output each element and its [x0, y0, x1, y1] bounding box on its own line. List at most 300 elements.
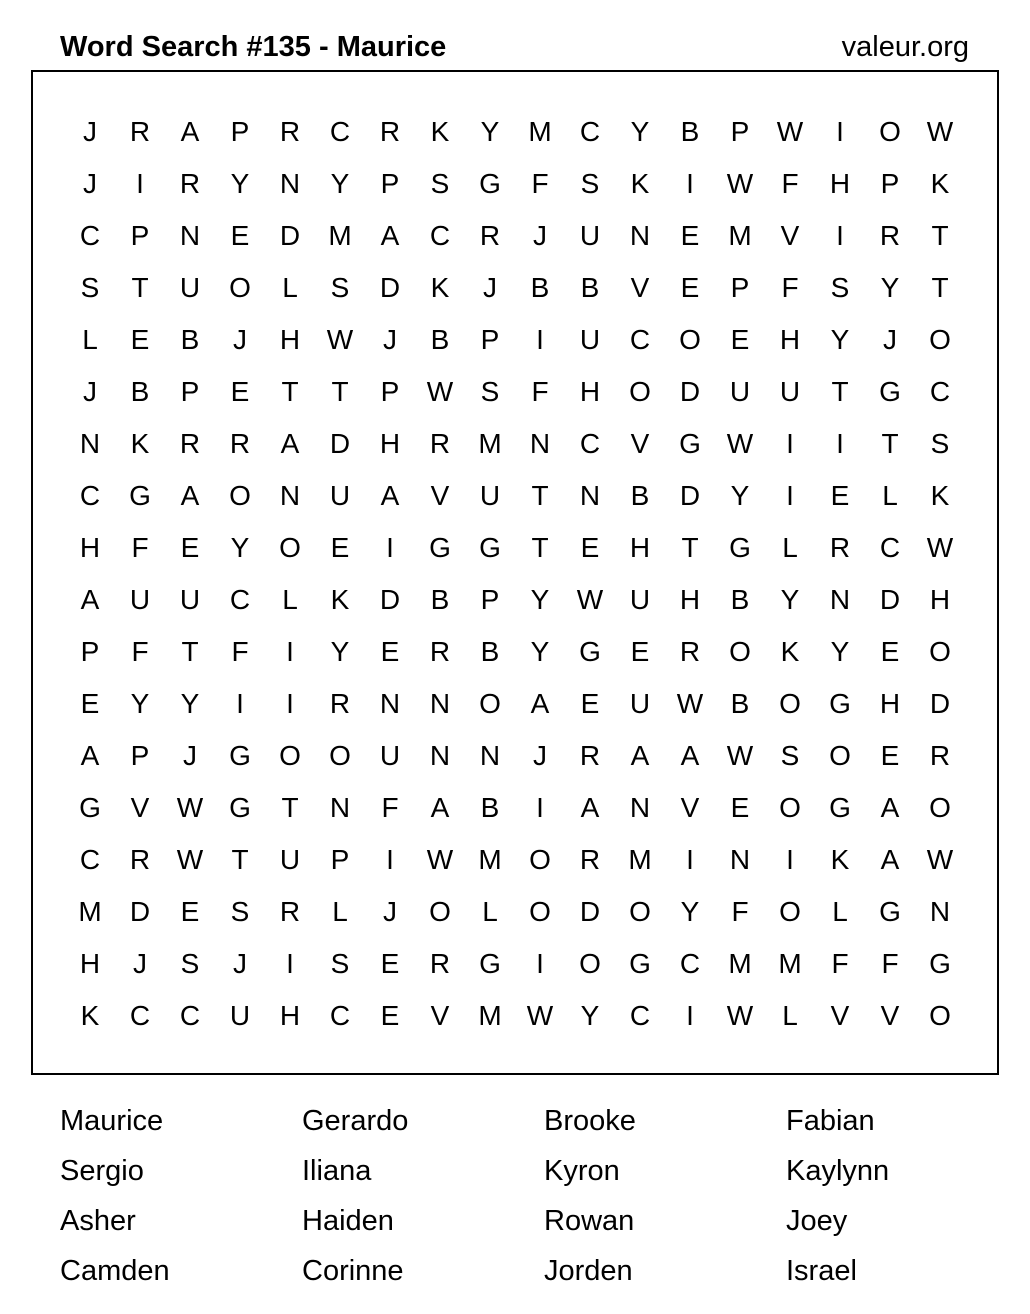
grid-cell: K [780, 636, 800, 667]
grid-cell: M [78, 896, 102, 927]
grid-cell: G [579, 636, 601, 667]
grid-cell: G [479, 948, 501, 979]
grid-cell: E [230, 220, 250, 251]
word-list-item: Brooke [544, 1105, 636, 1137]
grid-cell: A [180, 116, 200, 147]
grid-cell: R [279, 896, 301, 927]
grid-cell: S [780, 740, 800, 771]
grid-cell: D [129, 896, 151, 927]
grid-cell: L [282, 272, 298, 303]
grid-cell: L [782, 1000, 798, 1031]
grid-cell: O [879, 116, 901, 147]
grid-cell: J [883, 324, 897, 355]
grid-cell: K [430, 116, 450, 147]
grid-cell: H [629, 532, 651, 563]
grid-cell: S [330, 272, 350, 303]
grid-cell: V [430, 480, 450, 511]
grid-cell: U [729, 376, 751, 407]
grid-cell: E [730, 324, 750, 355]
grid-cell: B [430, 584, 450, 615]
word-list-item: Haiden [302, 1205, 394, 1237]
grid-cell: J [183, 740, 197, 771]
grid-cell: W [526, 1000, 554, 1031]
grid-cell: R [679, 636, 701, 667]
grid-cell: B [480, 792, 500, 823]
grid-cell: T [931, 272, 949, 303]
grid-cell: V [630, 272, 650, 303]
grid-cell: E [680, 272, 700, 303]
grid-cell: V [630, 428, 650, 459]
grid-cell: R [279, 116, 301, 147]
grid-cell: K [330, 584, 350, 615]
grid-cell: Y [530, 584, 550, 615]
grid-cell: E [230, 376, 250, 407]
word-list-item: Jorden [544, 1255, 633, 1287]
grid-cell: W [926, 844, 954, 875]
grid-cell: L [882, 480, 898, 511]
grid-cell: P [380, 168, 400, 199]
grid-cell: E [180, 896, 200, 927]
grid-cell: O [729, 636, 751, 667]
grid-cell: G [929, 948, 951, 979]
grid-cell: V [780, 220, 800, 251]
grid-cell: R [579, 844, 601, 875]
grid-cell: R [179, 428, 201, 459]
page-title: Word Search #135 - Maurice [60, 31, 447, 63]
grid-cell: W [426, 844, 454, 875]
grid-cell: D [929, 688, 951, 719]
grid-cell: E [730, 792, 750, 823]
grid-cell: U [579, 220, 601, 251]
grid-cell: I [836, 220, 844, 251]
grid-cell: I [786, 844, 794, 875]
word-list-item: Asher [60, 1205, 136, 1237]
grid-cell: T [281, 792, 299, 823]
grid-cell: U [129, 584, 151, 615]
grid-cell: J [483, 272, 497, 303]
grid-cell: C [79, 480, 101, 511]
grid-cell: W [726, 1000, 754, 1031]
grid-cell: G [479, 532, 501, 563]
grid-cell: Y [530, 636, 550, 667]
grid-cell: C [579, 116, 601, 147]
grid-cell: I [836, 116, 844, 147]
grid-cell: A [80, 740, 100, 771]
grid-cell: E [180, 532, 200, 563]
grid-cell: L [332, 896, 348, 927]
word-list-item: Israel [786, 1255, 857, 1287]
grid-cell: N [379, 688, 401, 719]
grid-cell: D [329, 428, 351, 459]
grid-cell: K [930, 168, 950, 199]
grid-cell: G [629, 948, 651, 979]
grid-cell: J [83, 116, 97, 147]
grid-cell: R [129, 844, 151, 875]
grid-cell: H [929, 584, 951, 615]
grid-cell: Y [830, 324, 850, 355]
grid-cell: U [579, 324, 601, 355]
grid-cell: H [879, 688, 901, 719]
grid-cell: O [779, 792, 801, 823]
grid-cell: C [129, 1000, 151, 1031]
grid-cell: H [829, 168, 851, 199]
grid-cell: S [930, 428, 950, 459]
grid-cell: M [778, 948, 802, 979]
grid-cell: F [781, 272, 799, 303]
grid-cell: Y [230, 532, 250, 563]
grid-cell: U [279, 844, 301, 875]
word-list-item: Iliana [302, 1155, 372, 1187]
site-label: valeur.org [841, 31, 969, 63]
grid-cell: T [931, 220, 949, 251]
grid-cell: M [728, 948, 752, 979]
grid-cell: B [730, 584, 750, 615]
grid-cell: O [779, 688, 801, 719]
grid-cell: M [528, 116, 552, 147]
grid-cell: K [430, 272, 450, 303]
grid-cell: F [131, 636, 149, 667]
grid-cell: M [628, 844, 652, 875]
grid-cell: I [536, 324, 544, 355]
grid-cell: F [531, 168, 549, 199]
grid-cell: L [832, 896, 848, 927]
grid-cell: E [380, 636, 400, 667]
grid-cell: O [629, 376, 651, 407]
grid-cell: Y [830, 636, 850, 667]
word-list-item: Fabian [786, 1105, 875, 1137]
grid-cell: R [429, 636, 451, 667]
grid-cell: I [686, 844, 694, 875]
grid-cell: I [136, 168, 144, 199]
grid-cell: P [80, 636, 100, 667]
grid-cell: Y [480, 116, 500, 147]
grid-cell: O [929, 1000, 951, 1031]
grid-cell: E [880, 740, 900, 771]
grid-cell: E [830, 480, 850, 511]
grid-cell: W [726, 740, 754, 771]
grid-cell: R [179, 168, 201, 199]
grid-cell: O [329, 740, 351, 771]
grid-cell: N [429, 688, 451, 719]
grid-cell: I [686, 168, 694, 199]
grid-cell: B [480, 636, 500, 667]
grid-cell: U [479, 480, 501, 511]
grid-cell: I [686, 1000, 694, 1031]
grid-cell: A [80, 584, 100, 615]
grid-cell: N [279, 480, 301, 511]
grid-cell: D [379, 272, 401, 303]
grid-cell: U [629, 688, 651, 719]
grid-cell: M [478, 844, 502, 875]
word-list-item: Rowan [544, 1205, 635, 1237]
grid-cell: H [279, 1000, 301, 1031]
word-list-item: Camden [60, 1255, 170, 1287]
word-list-item: Corinne [302, 1255, 404, 1287]
grid-cell: G [229, 792, 251, 823]
grid-cell: N [79, 428, 101, 459]
grid-cell: L [282, 584, 298, 615]
grid-cell: N [329, 792, 351, 823]
grid-cell: O [429, 896, 451, 927]
grid-cell: W [176, 844, 204, 875]
grid-cell: A [880, 844, 900, 875]
grid-cell: P [180, 376, 200, 407]
grid-cell: D [879, 584, 901, 615]
grid-cell: L [482, 896, 498, 927]
grid-cell: T [281, 376, 299, 407]
grid-cell: J [133, 948, 147, 979]
grid-cell: B [580, 272, 600, 303]
puzzle-box [31, 70, 999, 1075]
grid-cell: H [579, 376, 601, 407]
grid-cell: I [786, 480, 794, 511]
grid-cell: V [880, 1000, 900, 1031]
grid-cell: B [130, 376, 150, 407]
grid-cell: H [279, 324, 301, 355]
grid-cell: Y [680, 896, 700, 927]
grid-cell: R [379, 116, 401, 147]
grid-cell: O [529, 896, 551, 927]
grid-cell: L [82, 324, 98, 355]
grid-cell: I [386, 532, 394, 563]
word-list-item: Joey [786, 1205, 848, 1237]
grid-cell: D [279, 220, 301, 251]
grid-cell: N [629, 220, 651, 251]
grid-cell: C [929, 376, 951, 407]
grid-cell: W [676, 688, 704, 719]
grid-cell: W [176, 792, 204, 823]
grid-cell: D [579, 896, 601, 927]
grid-cell: F [131, 532, 149, 563]
grid-cell: C [79, 220, 101, 251]
grid-cell: I [236, 688, 244, 719]
grid-cell: O [229, 480, 251, 511]
word-list-item: Gerardo [302, 1105, 409, 1137]
grid-cell: W [576, 584, 604, 615]
grid-cell: J [383, 896, 397, 927]
grid-cell: U [179, 584, 201, 615]
grid-cell: N [929, 896, 951, 927]
grid-cell: V [680, 792, 700, 823]
grid-cell: K [930, 480, 950, 511]
grid-cell: I [286, 688, 294, 719]
grid-cell: Y [230, 168, 250, 199]
grid-cell: O [829, 740, 851, 771]
grid-cell: P [380, 376, 400, 407]
grid-cell: I [536, 948, 544, 979]
grid-cell: O [229, 272, 251, 303]
word-list-item: Sergio [60, 1155, 144, 1187]
grid-cell: T [881, 428, 899, 459]
grid-cell: W [726, 428, 754, 459]
grid-cell: J [233, 324, 247, 355]
word-list-item: Kyron [544, 1155, 620, 1187]
grid-cell: K [80, 1000, 100, 1031]
grid-cell: U [379, 740, 401, 771]
grid-cell: Y [780, 584, 800, 615]
grid-cell: E [130, 324, 150, 355]
grid-cell: J [383, 324, 397, 355]
grid-cell: P [480, 324, 500, 355]
grid-cell: I [836, 428, 844, 459]
grid-cell: R [329, 688, 351, 719]
grid-cell: E [880, 636, 900, 667]
grid-cell: T [531, 480, 549, 511]
grid-cell: I [286, 636, 294, 667]
grid-cell: B [430, 324, 450, 355]
grid-cell: P [130, 740, 150, 771]
grid-cell: O [279, 740, 301, 771]
grid-cell: V [830, 1000, 850, 1031]
grid-cell: E [580, 688, 600, 719]
grid-cell: M [478, 1000, 502, 1031]
grid-cell: R [129, 116, 151, 147]
grid-cell: P [330, 844, 350, 875]
grid-cell: W [926, 116, 954, 147]
grid-cell: C [79, 844, 101, 875]
grid-cell: A [630, 740, 650, 771]
grid-cell: R [429, 428, 451, 459]
grid-cell: U [629, 584, 651, 615]
grid-cell: B [530, 272, 550, 303]
grid-cell: G [879, 376, 901, 407]
grid-cell: A [880, 792, 900, 823]
grid-cell: A [180, 480, 200, 511]
grid-cell: R [829, 532, 851, 563]
grid-cell: G [429, 532, 451, 563]
grid-cell: W [726, 168, 754, 199]
grid-cell: L [782, 532, 798, 563]
grid-cell: E [630, 636, 650, 667]
grid-cell: G [829, 792, 851, 823]
grid-cell: E [380, 948, 400, 979]
grid-cell: R [879, 220, 901, 251]
grid-cell: O [929, 792, 951, 823]
grid-cell: N [729, 844, 751, 875]
grid-cell: K [630, 168, 650, 199]
grid-cell: S [230, 896, 250, 927]
grid-cell: O [929, 636, 951, 667]
grid-cell: A [280, 428, 300, 459]
grid-cell: F [831, 948, 849, 979]
grid-cell: F [381, 792, 399, 823]
grid-cell: D [679, 480, 701, 511]
grid-cell: C [579, 428, 601, 459]
grid-cell: R [479, 220, 501, 251]
grid-cell: G [129, 480, 151, 511]
grid-cell: H [79, 948, 101, 979]
grid-cell: Y [330, 636, 350, 667]
word-list-item: Kaylynn [786, 1155, 890, 1187]
grid-cell: T [181, 636, 199, 667]
grid-cell: S [180, 948, 200, 979]
grid-cell: A [380, 220, 400, 251]
grid-cell: T [531, 532, 549, 563]
grid-cell: G [879, 896, 901, 927]
grid-cell: I [386, 844, 394, 875]
grid-cell: F [231, 636, 249, 667]
grid-cell: P [730, 272, 750, 303]
grid-cell: R [429, 948, 451, 979]
letter-grid [65, 106, 965, 1042]
grid-cell: O [529, 844, 551, 875]
grid-cell: E [380, 1000, 400, 1031]
grid-cell: W [326, 324, 354, 355]
grid-cell: N [429, 740, 451, 771]
grid-cell: O [929, 324, 951, 355]
grid-cell: D [679, 376, 701, 407]
grid-cell: S [430, 168, 450, 199]
grid-cell: S [830, 272, 850, 303]
grid-cell: G [829, 688, 851, 719]
grid-cell: F [731, 896, 749, 927]
grid-cell: G [479, 168, 501, 199]
grid-cell: B [680, 116, 700, 147]
grid-cell: G [729, 532, 751, 563]
grid-cell: P [730, 116, 750, 147]
grid-cell: P [880, 168, 900, 199]
grid-cell: J [533, 740, 547, 771]
grid-cell: U [179, 272, 201, 303]
grid-cell: C [629, 324, 651, 355]
grid-cell: I [286, 948, 294, 979]
grid-cell: J [83, 168, 97, 199]
grid-cell: N [529, 428, 551, 459]
grid-cell: A [580, 792, 600, 823]
grid-cell: N [179, 220, 201, 251]
grid-cell: C [329, 116, 351, 147]
grid-cell: K [830, 844, 850, 875]
grid-cell: R [579, 740, 601, 771]
grid-cell: K [130, 428, 150, 459]
grid-cell: P [480, 584, 500, 615]
grid-cell: Y [730, 480, 750, 511]
grid-cell: C [879, 532, 901, 563]
grid-cell: T [131, 272, 149, 303]
grid-cell: C [429, 220, 451, 251]
grid-cell: N [279, 168, 301, 199]
grid-cell: F [781, 168, 799, 199]
grid-cell: B [180, 324, 200, 355]
grid-cell: Y [630, 116, 650, 147]
grid-cell: S [480, 376, 500, 407]
grid-cell: T [681, 532, 699, 563]
grid-cell: B [730, 688, 750, 719]
grid-cell: H [679, 584, 701, 615]
grid-cell: V [430, 1000, 450, 1031]
grid-cell: H [79, 532, 101, 563]
grid-cell: J [533, 220, 547, 251]
grid-cell: H [379, 428, 401, 459]
grid-cell: Y [880, 272, 900, 303]
grid-cell: G [679, 428, 701, 459]
grid-cell: C [229, 584, 251, 615]
grid-cell: O [779, 896, 801, 927]
grid-cell: O [679, 324, 701, 355]
grid-cell: O [579, 948, 601, 979]
grid-cell: G [229, 740, 251, 771]
grid-cell: C [329, 1000, 351, 1031]
grid-cell: W [926, 532, 954, 563]
grid-cell: D [379, 584, 401, 615]
grid-cell: A [530, 688, 550, 719]
grid-cell: Y [180, 688, 200, 719]
grid-cell: M [728, 220, 752, 251]
grid-cell: F [881, 948, 899, 979]
grid-cell: W [426, 376, 454, 407]
grid-cell: I [786, 428, 794, 459]
grid-cell: E [80, 688, 100, 719]
